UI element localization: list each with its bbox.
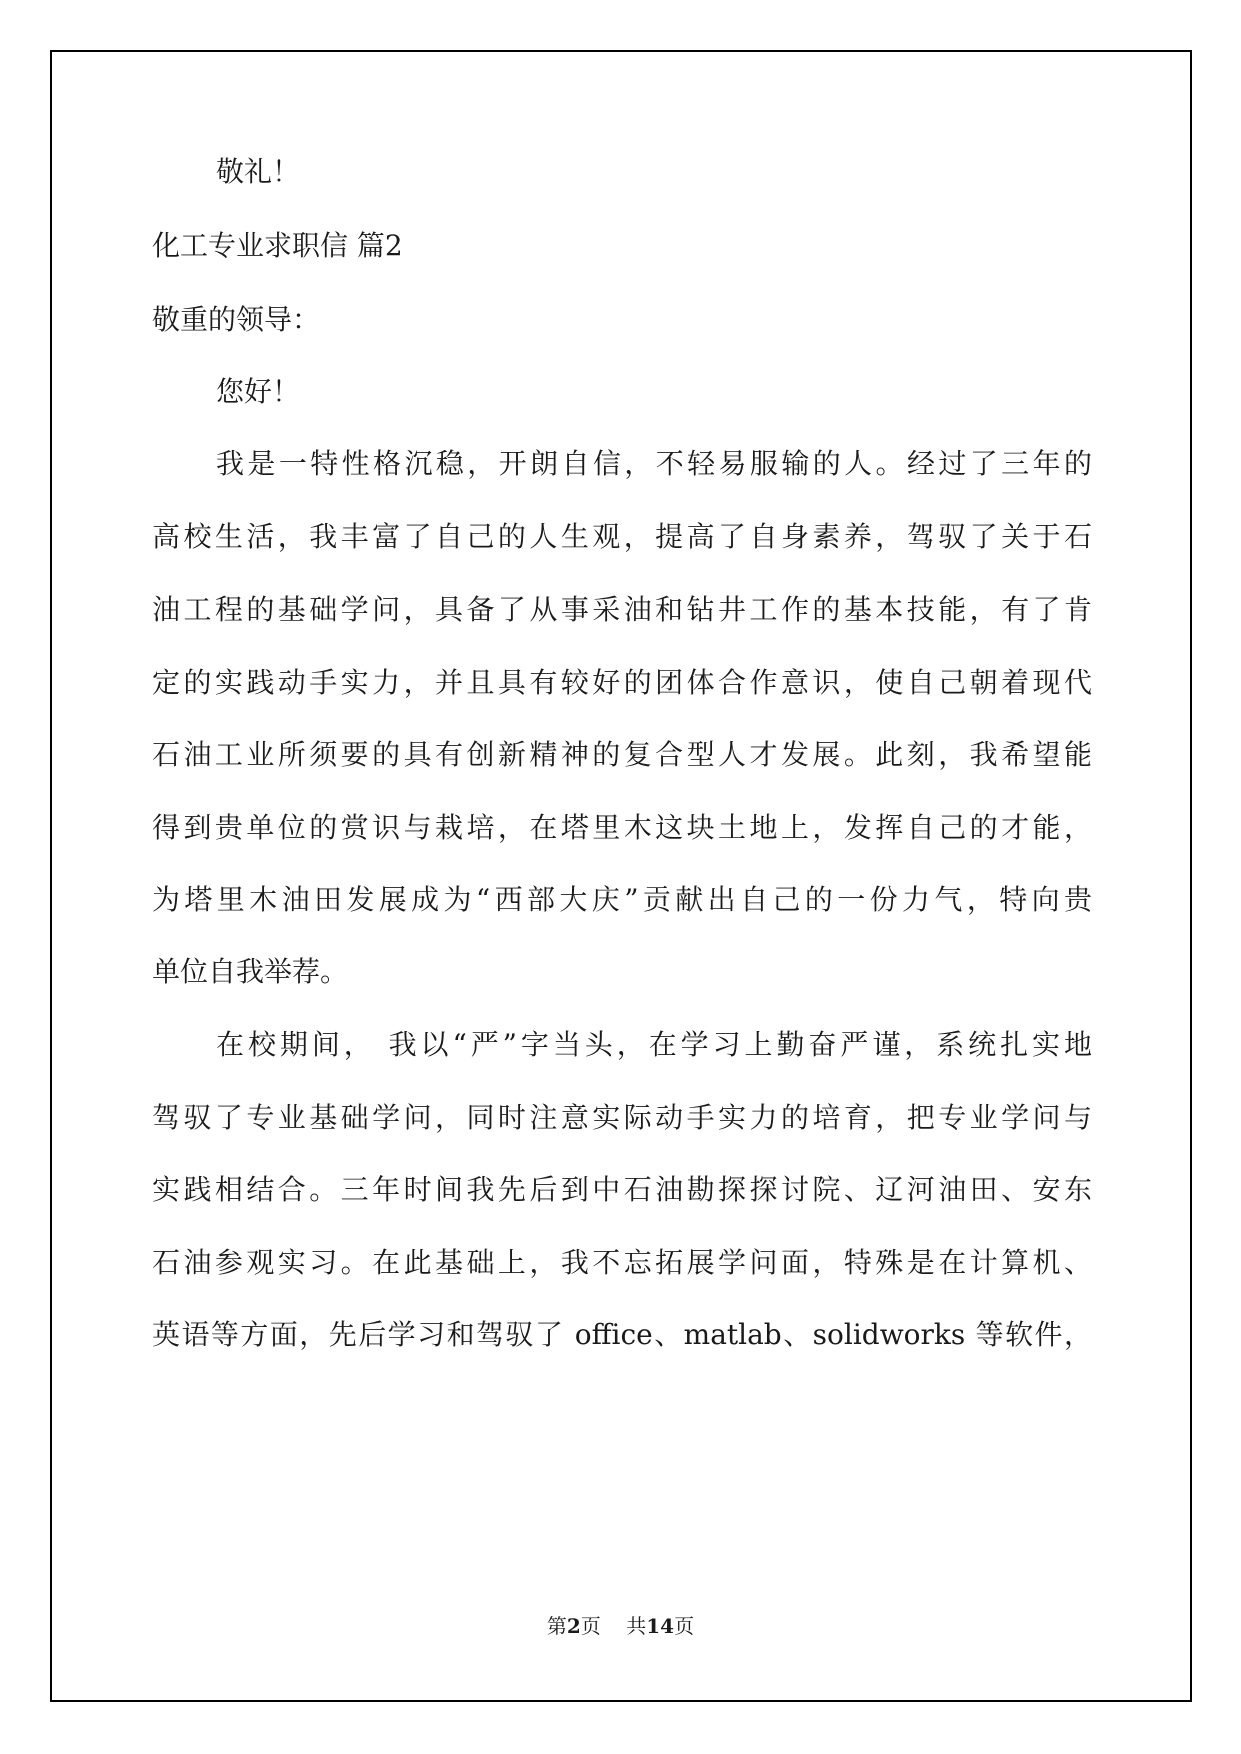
section-heading: 化工专业求职信 篇2 [152,229,403,262]
paragraph-line: 在校期间， 我以“严”字当头，在学习上勤奋严谨，系统扎实地 [216,1028,1092,1061]
paragraph-line: 驾驭了专业基础学问，同时注意实际动手实力的培育，把专业学问与 [152,1101,1092,1134]
greeting-hello: 您好！ [216,375,301,408]
paragraph-line: 得到贵单位的赏识与栽培，在塔里木这块土地上，发挥自己的才能， [152,811,1092,844]
paragraph-line: 石油参观实习。在此基础上，我不忘拓展学问面，特殊是在计算机、 [152,1246,1092,1279]
page-border [50,50,1192,1702]
paragraph-line: 石油工业所须要的具有创新精神的复合型人才发展。此刻，我希望能 [152,738,1092,771]
paragraph-line: 我是一特性格沉稳，开朗自信，不轻易服输的人。经过了三年的 [216,447,1092,480]
paragraph-line: 实践相结合。三年时间我先后到中石油勘探探讨院、辽河油田、安东 [152,1173,1092,1206]
page-footer [0,1610,1241,1639]
total-prefix: 共 [626,1614,647,1638]
paragraph-line: 高校生活，我丰富了自己的人生观，提高了自身素养，驾驭了关于石 [152,520,1092,553]
paragraph-line: 定的实践动手实力，并且具有较好的团体合作意识，使自己朝着现代 [152,666,1092,699]
greeting-recipient: 敬重的领导： [152,303,321,336]
paragraph-line: 油工程的基础学问，具备了从事采油和钻井工作的基本技能，有了肯 [152,593,1092,626]
paragraph-line: 英语等方面，先后学习和驾驭了 office、matlab、solidworks 等软件， [152,1318,1092,1351]
total-suffix: 页 [674,1614,695,1638]
page-suffix: 页 [580,1614,601,1638]
page-prefix: 第 [546,1614,567,1638]
paragraph-line: 单位自我举荐。 [152,955,349,988]
closing-salutation: 敬礼！ [216,155,301,188]
page-number: 2 [566,1614,581,1638]
total-pages: 14 [646,1614,675,1638]
paragraph-line: 为塔里木油田发展成为“西部大庆”贡献出自己的一份力气，特向贵 [152,883,1092,916]
